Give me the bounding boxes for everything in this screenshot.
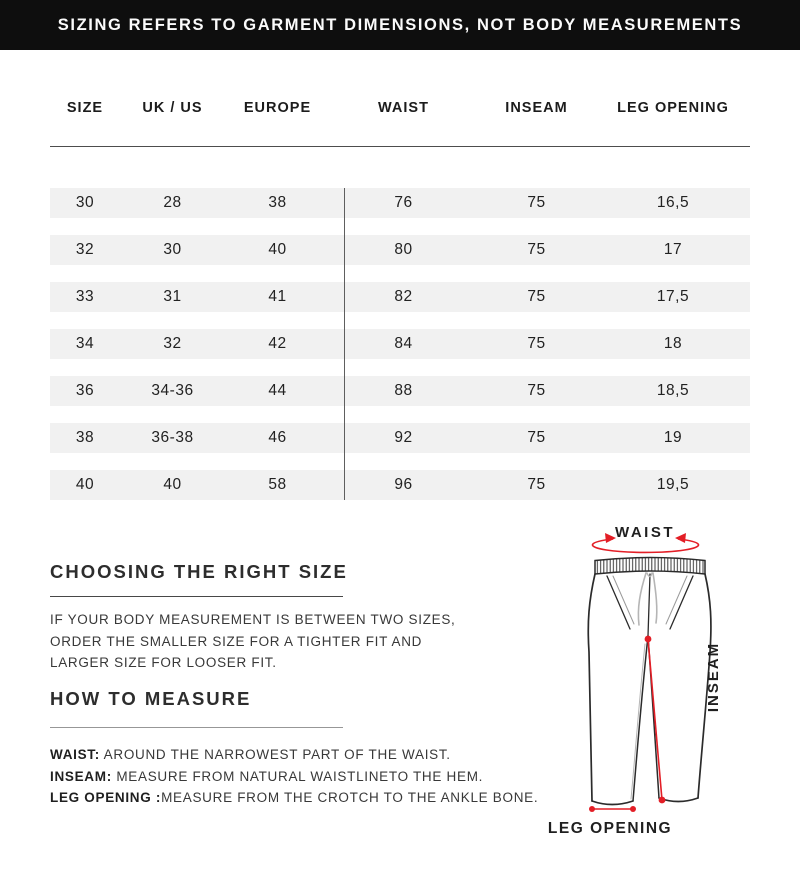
column-header-leg-opening: LEG OPENING xyxy=(617,100,729,116)
measure-term: INSEAM: xyxy=(50,768,112,784)
leg-opening-label: LEG OPENING xyxy=(547,820,673,837)
column-header-europe: EUROPE xyxy=(243,100,312,116)
cell-size: 40 xyxy=(75,476,95,493)
size-table-body xyxy=(50,188,750,517)
cell-size: 33 xyxy=(75,288,95,305)
cell-europe: 44 xyxy=(268,382,287,399)
cell-waist: 80 xyxy=(394,241,413,258)
table-row xyxy=(50,188,750,218)
measure-instructions xyxy=(50,744,610,809)
section-underline xyxy=(50,596,343,597)
leg-opening-measure-line xyxy=(589,806,636,812)
waist-label: WAIST xyxy=(615,524,675,541)
table-row xyxy=(50,282,750,312)
measure-text: MEASURE FROM NATURAL WAISTLINETO THE HEM. xyxy=(111,768,484,784)
table-row xyxy=(50,470,750,500)
cell-europe: 40 xyxy=(268,241,287,258)
cell-europe: 46 xyxy=(268,429,287,446)
cell-inseam: 75 xyxy=(527,335,546,352)
cell-waist: 84 xyxy=(394,335,413,352)
cell-europe: 58 xyxy=(268,476,287,493)
cell-inseam: 75 xyxy=(527,288,546,305)
table-row xyxy=(50,423,750,453)
cell-leg-opening: 18,5 xyxy=(656,382,690,399)
measure-line-leg-opening xyxy=(50,787,610,809)
size-table-header xyxy=(50,98,750,118)
cell-inseam: 75 xyxy=(527,241,546,258)
cell-uk-us: 34-36 xyxy=(151,382,194,399)
cell-leg-opening: 17,5 xyxy=(656,288,690,305)
cell-leg-opening: 19,5 xyxy=(656,476,690,493)
table-row xyxy=(50,376,750,406)
measure-term: WAIST: xyxy=(50,747,100,762)
column-header-inseam: INSEAM xyxy=(505,100,568,116)
cell-waist: 76 xyxy=(394,194,413,211)
cell-leg-opening: 19 xyxy=(663,429,683,446)
section-title-measure: HOW TO MEASURE xyxy=(50,688,252,709)
table-row xyxy=(50,235,750,265)
cell-inseam: 75 xyxy=(527,194,546,211)
cell-leg-opening: 17 xyxy=(663,241,683,258)
cell-uk-us: 31 xyxy=(163,288,182,305)
pants-sketch xyxy=(535,512,785,860)
cell-waist: 88 xyxy=(394,382,413,399)
measure-term: LEG OPENING : xyxy=(50,790,162,805)
cell-leg-opening: 18 xyxy=(663,335,683,352)
column-header-uk-us: UK / US xyxy=(142,100,203,116)
section-underline xyxy=(50,727,343,728)
cell-europe: 38 xyxy=(268,194,287,211)
cell-size: 36 xyxy=(75,382,95,399)
paragraph-line: LARGER SIZE FOR LOOSER FIT. xyxy=(50,655,277,670)
measure-line-inseam xyxy=(50,766,610,788)
cell-uk-us: 28 xyxy=(163,194,182,211)
cell-uk-us: 40 xyxy=(163,476,182,493)
disclaimer-text: SIZING REFERS TO GARMENT DIMENSIONS, NOT BODY MEASUREMENTS xyxy=(57,15,743,34)
cell-inseam: 75 xyxy=(527,382,546,399)
cell-leg-opening: 16,5 xyxy=(656,194,690,211)
cell-uk-us: 32 xyxy=(163,335,182,352)
pants-outline xyxy=(588,558,711,805)
table-row xyxy=(50,329,750,359)
how-to-measure-section xyxy=(50,688,610,809)
cell-size: 32 xyxy=(75,241,95,258)
paragraph-line: ORDER THE SMALLER SIZE FOR A TIGHTER FIT AND xyxy=(50,633,423,649)
column-header-waist: WAIST xyxy=(378,100,429,116)
cell-europe: 42 xyxy=(268,335,287,352)
cell-inseam: 75 xyxy=(527,429,546,446)
table-vertical-divider xyxy=(344,188,345,500)
header-divider-line xyxy=(50,146,750,147)
cell-size: 38 xyxy=(75,429,95,446)
column-header-size: SIZE xyxy=(66,100,104,116)
pants-measurement-diagram xyxy=(535,512,785,860)
cell-europe: 41 xyxy=(268,288,287,305)
cell-uk-us: 36-38 xyxy=(151,429,194,446)
cell-size: 30 xyxy=(75,194,95,211)
cell-waist: 96 xyxy=(394,476,413,493)
disclaimer-banner xyxy=(0,0,800,50)
cell-inseam: 75 xyxy=(527,476,546,493)
choosing-size-paragraph xyxy=(50,609,530,674)
measure-text: MEASURE FROM THE CROTCH TO THE ANKLE BONE. xyxy=(161,790,539,805)
measure-text: AROUND THE NARROWEST PART OF THE WAIST. xyxy=(99,747,451,762)
measure-line-waist xyxy=(50,744,610,766)
section-title-choosing: CHOOSING THE RIGHT SIZE xyxy=(50,561,348,582)
cell-size: 34 xyxy=(75,335,95,352)
choosing-size-section xyxy=(50,561,530,674)
cell-waist: 82 xyxy=(394,288,413,305)
inseam-measure-line xyxy=(645,636,666,804)
cell-uk-us: 30 xyxy=(163,241,182,258)
size-table xyxy=(50,98,750,493)
inseam-label: INSEAM xyxy=(705,641,722,713)
cell-waist: 92 xyxy=(394,429,413,446)
paragraph-line: IF YOUR BODY MEASUREMENT IS BETWEEN TWO SIZES, xyxy=(50,612,456,627)
